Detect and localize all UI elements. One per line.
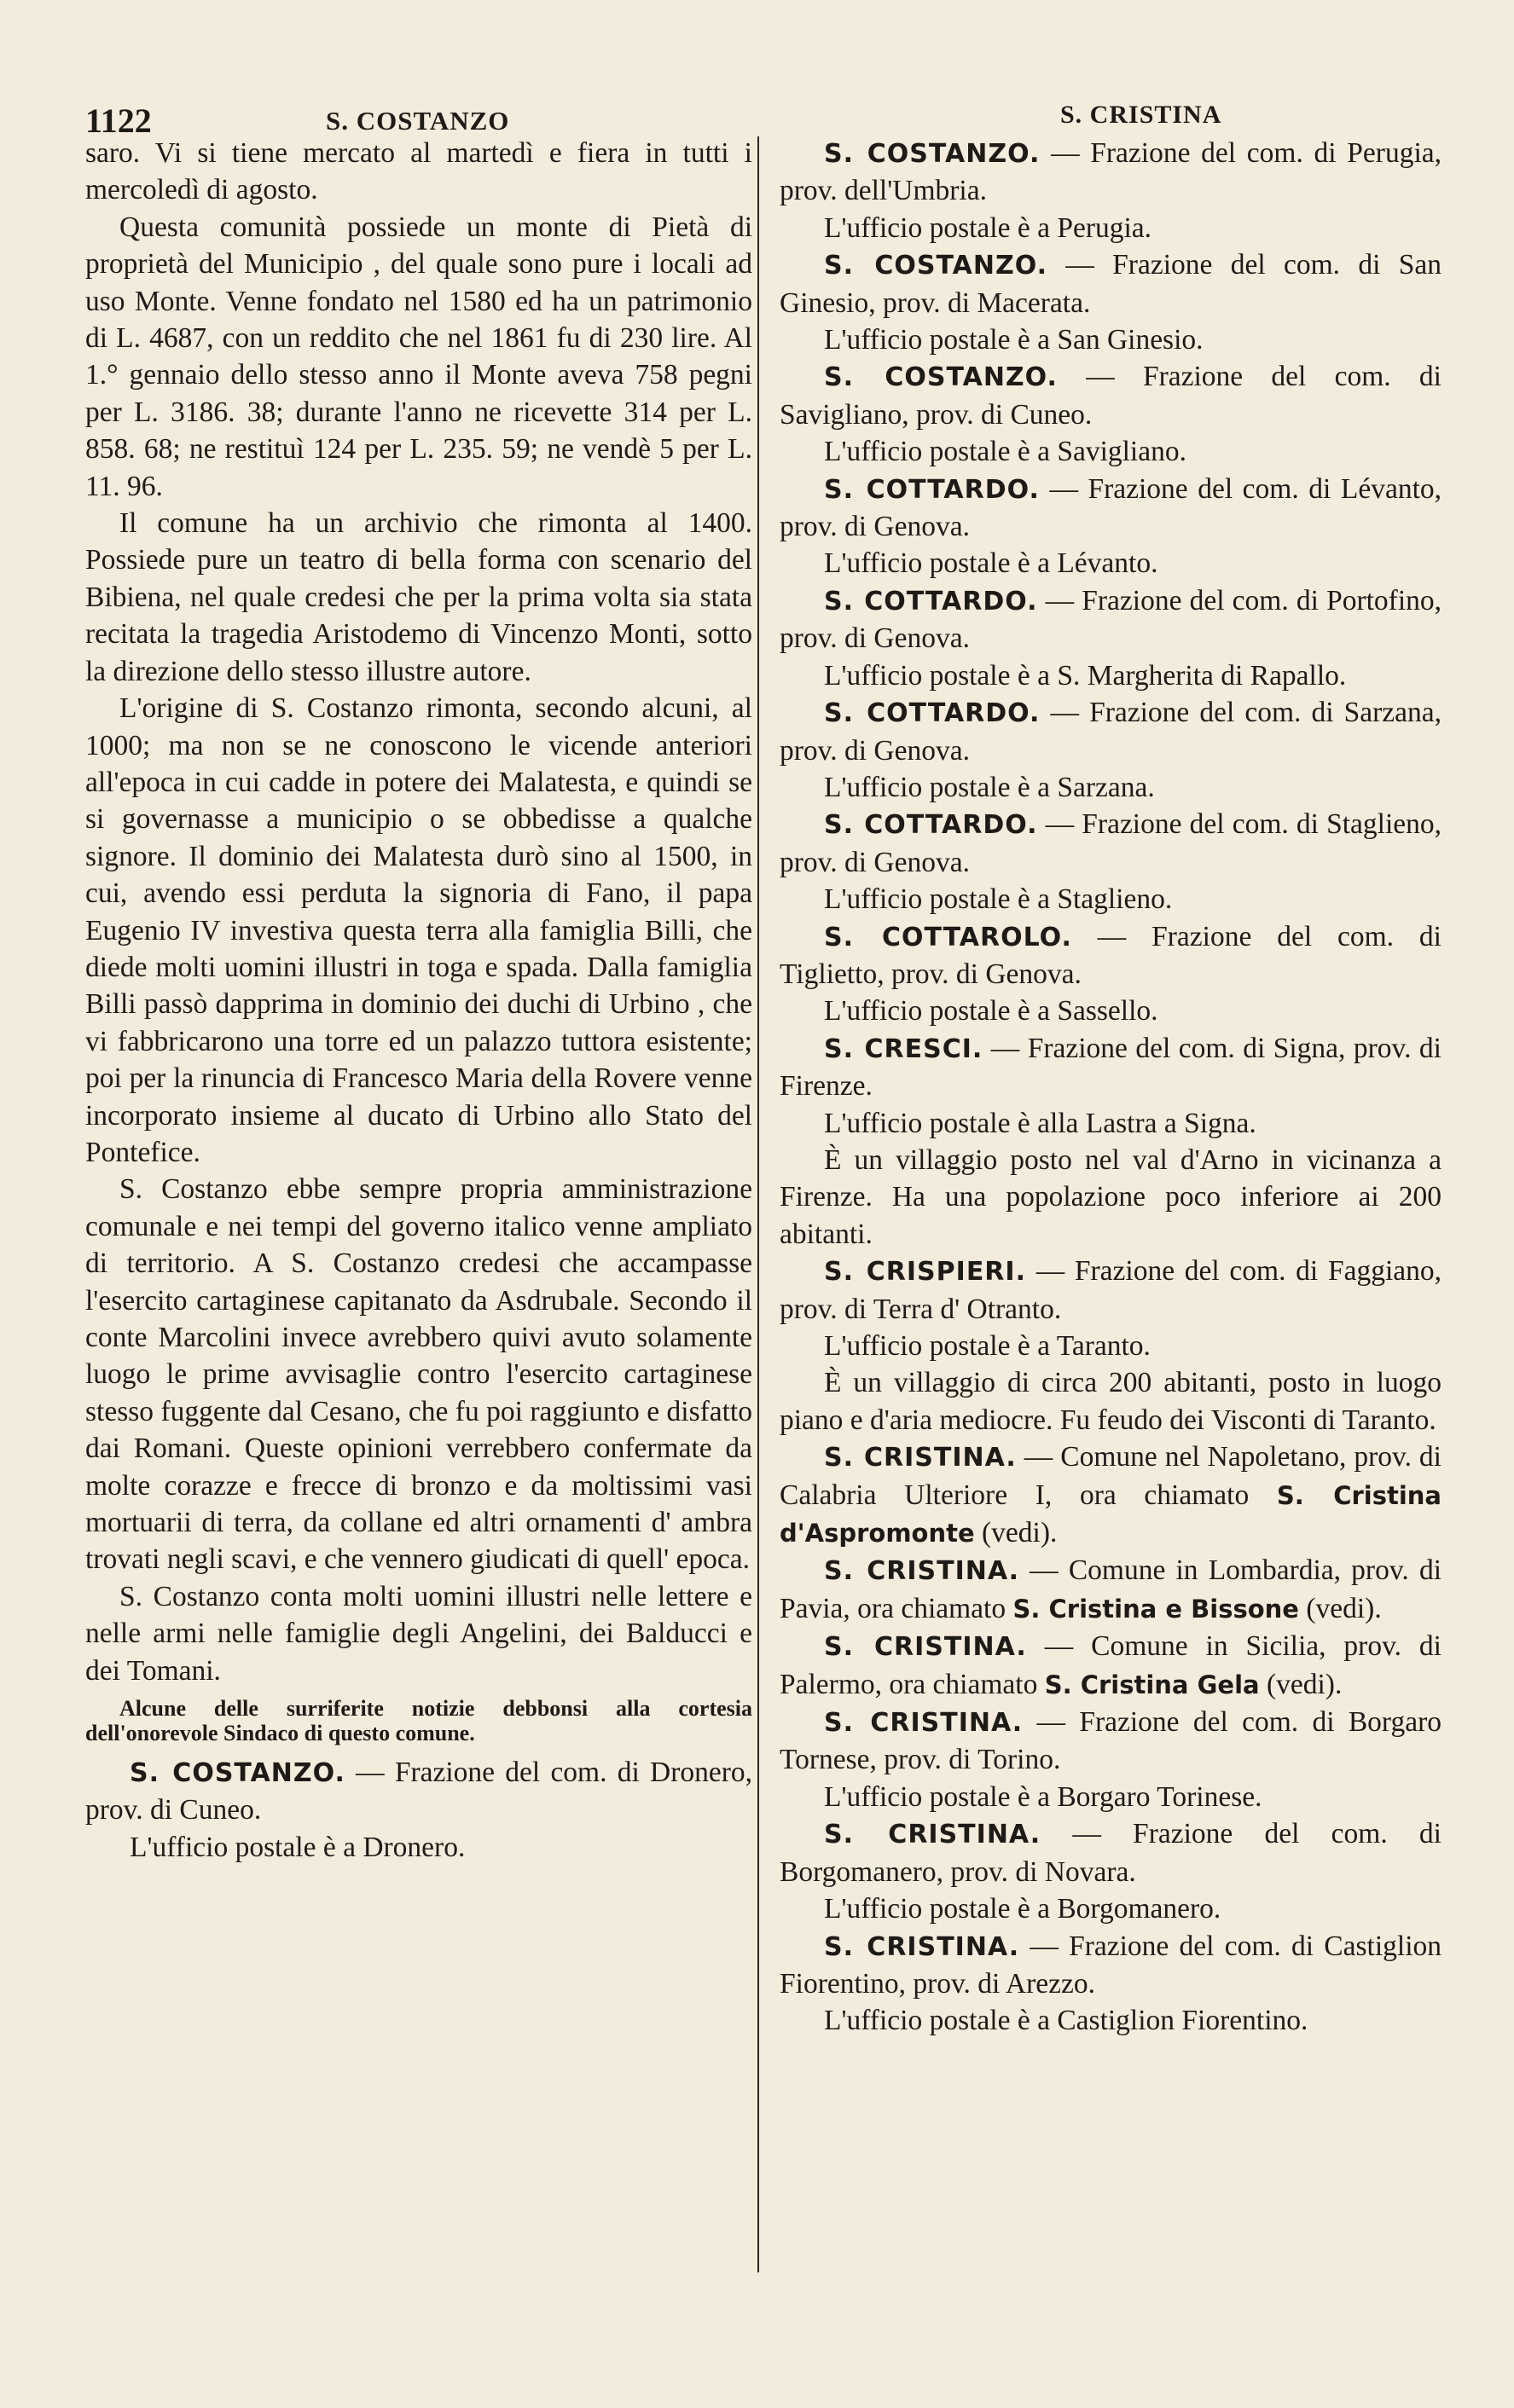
entry bbox=[780, 1928, 1441, 2003]
entry-heading: S. COTTAROLO. bbox=[824, 922, 1072, 952]
paragraph: Il comune ha un archivio che rimonta al 1400. Possiede pure un teatro di bella forma con scenario del Bibiena, nel quale credesi che per la prima volta sia stata recitata la tragedia Aristodemo di Vincenzo Monti, sotto la direzione dello stesso illustre autore. bbox=[85, 507, 752, 687]
paragraph: S. Costanzo conta molti uomini illustri nelle lettere e nelle armi nelle famiglie degli Angelini, dei Balducci e dei Tomani. bbox=[85, 1580, 752, 1687]
paragraph: S. Costanzo ebbe sempre propria amministrazione comunale e nei tempi del governo italico venne ampliato di territorio. A S. Costanzo credesi che accampasse l'esercito cartaginese capitanato da Asdrubale. Secondo il conte Marcolini invece avrebbero quivi avuto solamente luogo le prime avvisaglie contro l'esercito cartaginese stesso fuggente dal Cesano, che fu poi raggiunto e disfatto dai Romani. Queste opinioni verrebbero confermate da molte corazze e frecce di bronzo e da moltissimi vasi mortuarii di terra, da collane ed altri ornamenti d' ambra trovati negli scavi, e che vennero giudicati di quell' epoca. bbox=[85, 1173, 752, 1576]
column-divider bbox=[757, 136, 759, 2272]
running-head-left: S. COSTANZO bbox=[326, 106, 510, 136]
entry-text: — Comune in Lombardia, prov. di Pavia, ora chiamato bbox=[780, 1554, 1441, 1624]
entry bbox=[780, 582, 1441, 657]
entry-heading: S. COTTARDO. bbox=[824, 586, 1038, 616]
entry-text: (vedi). bbox=[1306, 1592, 1382, 1624]
postal-note: L'ufficio postale è a Borgaro Torinese. bbox=[824, 1780, 1262, 1813]
entry-text: — Frazione del com. di San Ginesio, prov. di Macerata. bbox=[780, 249, 1442, 319]
page-number: 1122 bbox=[85, 101, 152, 140]
postal-note: L'ufficio postale è a Lévanto. bbox=[824, 547, 1158, 580]
entry-heading: S. COSTANZO. bbox=[824, 362, 1058, 393]
entry-text: — Frazione del com. di Signa, prov. di Firenze. bbox=[780, 1032, 1441, 1103]
entry-text: — Frazione del com. di Faggiano, prov. di Terra d' Otranto. bbox=[780, 1255, 1442, 1325]
entry bbox=[780, 358, 1441, 433]
postal-note: L'ufficio postale è a Savigliano. bbox=[824, 436, 1186, 468]
entry bbox=[780, 918, 1441, 993]
entry bbox=[780, 806, 1441, 881]
entry bbox=[780, 1552, 1441, 1628]
right-column bbox=[780, 135, 1441, 2040]
entry-heading: S. CRESCI. bbox=[824, 1033, 983, 1064]
postal-note: L'ufficio postale è a Staglieno. bbox=[824, 883, 1173, 916]
postal-note: L'ufficio postale è a S. Margherita di Rapallo. bbox=[824, 659, 1347, 692]
entry bbox=[780, 1628, 1441, 1704]
paragraph: saro. Vi si tiene mercato al martedì e fiera in tutti i mercoledì di agosto. bbox=[85, 137, 752, 206]
entry bbox=[780, 1815, 1441, 1890]
entry-heading: S. COTTARDO. bbox=[824, 810, 1038, 841]
entry bbox=[780, 694, 1441, 769]
entry-text: — Frazione del com. di Staglieno, prov. di Genova. bbox=[780, 808, 1442, 878]
entry-heading: S. CRISTINA. bbox=[824, 1556, 1020, 1587]
entry-text: (vedi). bbox=[982, 1517, 1058, 1549]
entry-heading: S. COSTANZO. bbox=[824, 251, 1047, 281]
cross-reference: S. Cristina e Bissone bbox=[1012, 1594, 1299, 1624]
entry-description: È un villaggio posto nel val d'Arno in vicinanza a Firenze. Ha una popolazione poco inferiore ai 200 abitanti. bbox=[780, 1143, 1441, 1250]
entry bbox=[85, 1754, 752, 1829]
entry-text: — Frazione del com. di Borgaro Tornese, prov. di Torino. bbox=[780, 1706, 1442, 1776]
entry-heading: S. CRISTINA. bbox=[824, 1443, 1017, 1473]
entry-heading: S. CRISTINA. bbox=[824, 1820, 1041, 1850]
entry-description: È un villaggio di circa 200 abitanti, posto in luogo piano e d'aria mediocre. Fu feudo dei Visconti di Taranto. bbox=[780, 1367, 1441, 1436]
entry bbox=[780, 1253, 1441, 1328]
entry-text: — Frazione del com. di Dronero, prov. di Cuneo. bbox=[85, 1757, 753, 1826]
entry bbox=[780, 471, 1441, 546]
postal-note: L'ufficio postale è alla Lastra a Signa. bbox=[824, 1107, 1256, 1139]
entry-heading: S. COTTARDO. bbox=[824, 474, 1040, 505]
entry bbox=[780, 135, 1441, 210]
entry-text: — Frazione del com. di Sarzana, prov. di Genova. bbox=[780, 697, 1442, 767]
entry-heading: S. CRISPIERI. bbox=[824, 1257, 1026, 1288]
entry-heading: S. COSTANZO. bbox=[824, 139, 1041, 169]
entry bbox=[780, 1704, 1441, 1779]
entry-text: — Comune in Sicilia, prov. di Palermo, ora chiamato bbox=[780, 1630, 1441, 1700]
cross-reference: S. Cristina Gela bbox=[1044, 1670, 1260, 1699]
entry bbox=[780, 1030, 1441, 1105]
left-column bbox=[85, 135, 752, 1866]
entry-text: — Frazione del com. di Tiglietto, prov. di Genova. bbox=[780, 920, 1441, 990]
postal-note: L'ufficio postale è a Sarzana. bbox=[824, 771, 1155, 803]
entry-text: — Frazione del com. di Castiglion Fiorentino, prov. di Arezzo. bbox=[780, 1930, 1442, 2000]
paragraph: L'origine di S. Costanzo rimonta, secondo alcuni, al 1000; ma non se ne conoscono le vicende anteriori all'epoca in cui cadde in potere dei Malatesta, e quindi se si governasse a municipio o se obbedisse a qualche signore. Il dominio dei Malatesta durò sino al 1500, in cui, avendo essi perduta la signoria di Fano, il papa Eugenio IV investiva questa terra alla famiglia Billi, che diede molti uomini illustri in toga e spada. Dalla famiglia Billi passò dapprima in dominio dei duchi di Urbino , che vi fabbricarono una torre ed un palazzo tuttora esistente; poi per la rinuncia di Francesco Maria della Rovere venne incorporato insieme al ducato di Urbino allo Stato del Pontefice. bbox=[85, 692, 752, 1168]
entry-text: — Frazione del com. di Lévanto, prov. di Genova. bbox=[780, 472, 1442, 543]
entry-text: — Frazione del com. di Portofino, prov. di Genova. bbox=[780, 584, 1441, 655]
postal-note: L'ufficio postale è a Dronero. bbox=[130, 1831, 466, 1863]
postal-note: L'ufficio postale è a San Ginesio. bbox=[824, 324, 1204, 356]
footnote: Alcune delle surriferite notizie debbonsi alla cortesia dell'onorevole Sindaco di questo comune. bbox=[85, 1696, 752, 1746]
entry-heading: S. CRISTINA. bbox=[824, 1931, 1020, 1962]
entry-text: — Frazione del com. di Borgomanero, prov. di Novara. bbox=[780, 1818, 1441, 1888]
entry-text: — Frazione del com. di Perugia, prov. dell'Umbria. bbox=[780, 137, 1441, 207]
postal-note: L'ufficio postale è a Taranto. bbox=[824, 1330, 1151, 1362]
entry-heading: S. CRISTINA. bbox=[824, 1708, 1024, 1739]
entry-text: — Frazione del com. di Savigliano, prov. di Cuneo. bbox=[780, 361, 1441, 431]
entry-heading: S. COTTARDO. bbox=[824, 698, 1041, 729]
entry bbox=[780, 1438, 1441, 1552]
entry-text: — Comune nel Napoletano, prov. di Calabria Ulteriore I, ora chiamato bbox=[780, 1441, 1441, 1511]
postal-note: L'ufficio postale è a Sassello. bbox=[824, 995, 1158, 1027]
entry-heading: S. COSTANZO. bbox=[130, 1758, 345, 1789]
entry-heading: S. CRISTINA. bbox=[824, 1632, 1027, 1663]
paragraph: Questa comunità possiede un monte di Pietà di proprietà del Municipio , del quale sono pure i locali ad uso Monte. Venne fondato nel 1580 ed ha un patrimonio di L. 4687, con un reddito che nel 1861 fu di 230 lire. Al 1.° gennaio dello stesso anno il Monte aveva 758 pegni per L. 3186. 38; durante l'anno ne ricevette 314 per L. 858. 68; ne restituì 124 per L. 235. 59; ne vendè 5 per L. 11. 96. bbox=[85, 211, 752, 502]
entry-text: (vedi). bbox=[1266, 1668, 1343, 1700]
running-head-right: S. CRISTINA bbox=[1060, 101, 1222, 129]
postal-note: L'ufficio postale è a Castiglion Fiorentino. bbox=[824, 2005, 1308, 2037]
entry bbox=[780, 246, 1441, 321]
cross-reference: S. Cristina d'Aspromonte bbox=[780, 1480, 1441, 1548]
postal-note: L'ufficio postale è a Perugia. bbox=[824, 211, 1152, 244]
postal-note: L'ufficio postale è a Borgomanero. bbox=[824, 1893, 1221, 1925]
